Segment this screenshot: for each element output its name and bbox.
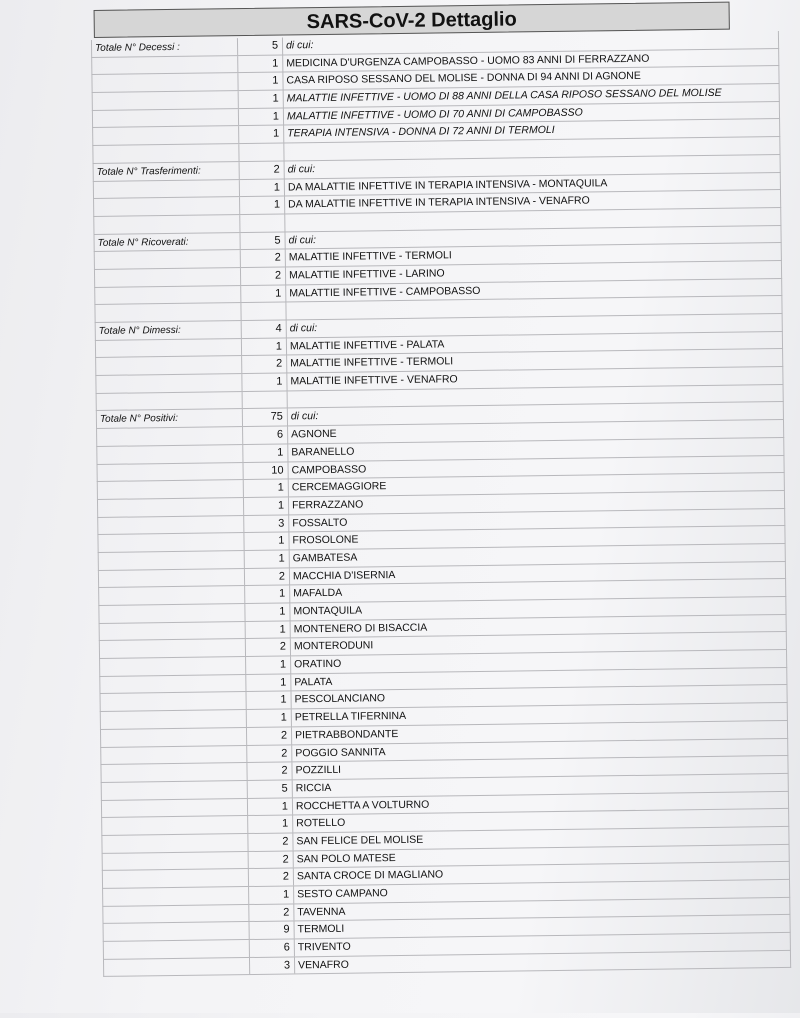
- row-label: [95, 268, 241, 287]
- row-count: 1: [242, 374, 287, 391]
- row-description: ROTELLO: [296, 816, 346, 830]
- row-description: SAN FELICE DEL MOLISE: [296, 833, 424, 848]
- row-description: TRIVENTO: [297, 940, 351, 954]
- row-count: 1: [243, 444, 288, 461]
- row-description: DA MALATTIE INFETTIVE IN TERAPIA INTENSIVA - VENAFRO: [288, 194, 590, 211]
- row-description: MALATTIE INFETTIVE - UOMO DI 88 ANNI DELLA CASA RIPOSO SESSANO DEL MOLISE: [286, 86, 722, 105]
- row-label: [95, 286, 241, 305]
- row-description: MALATTIE INFETTIVE - TERMOLI: [288, 249, 452, 264]
- row-label: [93, 109, 239, 128]
- row-label: [100, 639, 246, 658]
- row-description: MONTERODUNI: [293, 639, 374, 653]
- row-count: 2: [240, 161, 285, 178]
- row-label: [95, 250, 241, 269]
- row-description: RICCIA: [295, 781, 332, 795]
- row-label: [103, 852, 249, 871]
- row-label: [94, 180, 240, 199]
- row-count: 1: [244, 533, 289, 550]
- row-label: [103, 887, 249, 906]
- row-label: [98, 463, 244, 482]
- row-description: MAFALDA: [293, 587, 343, 600]
- row-label: Totale N° Dimessi:: [96, 321, 242, 340]
- row-count: 5: [238, 37, 283, 54]
- row-label: Totale N° Positivi:: [97, 409, 243, 428]
- row-label: [96, 374, 242, 393]
- row-label: [99, 569, 245, 588]
- row-count: 1: [246, 674, 291, 691]
- row-description: MALATTIE INFETTIVE - PALATA: [289, 338, 445, 353]
- row-count: 2: [241, 250, 286, 267]
- row-count: 1: [245, 586, 290, 603]
- row-count: 4: [242, 320, 287, 337]
- row-description: MALATTIE INFETTIVE - TERMOLI: [290, 355, 454, 370]
- row-label: [102, 816, 248, 835]
- row-description: AGNONE: [291, 427, 337, 441]
- row-count: 2: [246, 639, 291, 656]
- row-count: 9: [250, 922, 295, 939]
- row-count: 1: [238, 73, 283, 90]
- row-count: 2: [242, 356, 287, 373]
- row-description: ORATINO: [294, 657, 342, 671]
- row-label: [93, 144, 239, 163]
- row-count: 1: [244, 480, 289, 497]
- row-count: [240, 214, 285, 231]
- row-label: [97, 392, 243, 411]
- page-title: SARS-CoV-2 Dettaglio: [94, 2, 730, 38]
- row-count: 2: [249, 869, 294, 886]
- row-description: ROCCHETTA A VOLTURNO: [295, 798, 430, 812]
- row-label: [98, 480, 244, 499]
- row-label: [99, 604, 245, 623]
- row-label: [100, 622, 246, 641]
- row-description: SAN POLO MATESE: [296, 851, 396, 866]
- row-count: 1: [241, 285, 286, 302]
- row-label: Totale N° Decessi :: [92, 38, 238, 57]
- row-label: [102, 834, 248, 853]
- row-count: 1: [240, 179, 285, 196]
- row-description: TERMOLI: [297, 923, 345, 936]
- row-count: 1: [248, 816, 293, 833]
- row-description: FROSOLONE: [292, 533, 359, 547]
- row-description: BARANELLO: [291, 445, 355, 459]
- row-description: di cui:: [289, 322, 318, 335]
- row-description: CASA RIPOSO SESSANO DEL MOLISE - DONNA DI 94 ANNI DI AGNONE: [286, 70, 641, 87]
- row-description: di cui:: [287, 162, 316, 176]
- row-label: Totale N° Trasferimenti:: [94, 162, 240, 181]
- row-count: 1: [239, 126, 284, 143]
- row-description: PIETRABBONDANTE: [294, 727, 399, 742]
- row-description: PETRELLA TIFERNINA: [294, 710, 407, 724]
- row-label: [100, 675, 246, 694]
- row-label: [94, 215, 240, 234]
- row-count: 2: [249, 904, 294, 921]
- row-description: MALATTIE INFETTIVE - CAMPOBASSO: [289, 284, 481, 300]
- row-description: PESCOLANCIANO: [294, 692, 386, 706]
- row-description: TERAPIA INTENSIVA - DONNA DI 72 ANNI DI TERMOLI: [287, 124, 555, 140]
- row-count: 2: [249, 851, 294, 868]
- row-description: di cui:: [285, 39, 314, 52]
- row-count: 1: [244, 497, 289, 514]
- row-count: 1: [242, 338, 287, 355]
- row-label: [104, 940, 250, 959]
- row-count: 1: [240, 197, 285, 214]
- row-description: MALATTIE INFETTIVE - LARINO: [288, 267, 445, 282]
- row-label: [101, 710, 247, 729]
- row-label: [102, 781, 248, 800]
- row-count: 1: [239, 91, 284, 108]
- row-description: FOSSALTO: [292, 516, 348, 529]
- row-label: [97, 445, 243, 464]
- row-count: [243, 391, 288, 408]
- row-count: 1: [246, 621, 291, 638]
- row-label: [99, 551, 245, 570]
- row-label: [94, 197, 240, 216]
- row-description: MONTENERO DI BISACCIA: [293, 621, 428, 636]
- row-label: [96, 339, 242, 358]
- row-label: [100, 657, 246, 676]
- row-count: 1: [245, 550, 290, 567]
- row-count: 2: [247, 745, 292, 762]
- row-count: 1: [245, 603, 290, 620]
- row-count: 2: [247, 763, 292, 780]
- row-count: 6: [243, 427, 288, 444]
- row-description: DA MALATTIE INFETTIVE IN TERAPIA INTENSIVA - MONTAQUILA: [287, 176, 608, 193]
- row-description: TAVENNA: [297, 905, 346, 919]
- row-count: 1: [239, 108, 284, 125]
- row-label: [98, 498, 244, 517]
- row-count: 2: [248, 833, 293, 850]
- row-description: POGGIO SANNITA: [295, 745, 386, 759]
- detail-table: [91, 31, 791, 977]
- row-count: 1: [247, 710, 292, 727]
- row-label: [97, 427, 243, 446]
- row-count: 3: [244, 515, 289, 532]
- row-count: 2: [241, 267, 286, 284]
- row-label: [93, 127, 239, 146]
- row-description: CAMPOBASSO: [291, 462, 367, 476]
- row-label: [99, 586, 245, 605]
- row-label: [103, 905, 249, 924]
- row-label: [103, 869, 249, 888]
- row-description: MALATTIE INFETTIVE - UOMO DI 70 ANNI DI CAMPOBASSO: [286, 106, 583, 123]
- row-label: [102, 799, 248, 818]
- row-count: 5: [248, 780, 293, 797]
- row-description: VENAFRO: [298, 958, 349, 972]
- row-description: MEDICINA D'URGENZA CAMPOBASSO - UOMO 83 ANNI DI FERRAZZANO: [286, 52, 650, 70]
- row-count: 6: [250, 939, 295, 956]
- row-label: [98, 533, 244, 552]
- row-description: FERRAZZANO: [291, 498, 364, 512]
- row-description: CERCEMAGGIORE: [291, 480, 387, 494]
- row-label: [101, 763, 247, 782]
- row-count: 5: [240, 232, 285, 249]
- row-count: [239, 144, 284, 161]
- row-label: [92, 73, 238, 92]
- row-description: di cui:: [288, 233, 317, 246]
- row-count: 1: [247, 692, 292, 709]
- row-label: [104, 922, 250, 941]
- row-count: 10: [243, 462, 288, 479]
- row-label: Totale N° Ricoverati:: [94, 233, 240, 252]
- row-count: 1: [238, 55, 283, 72]
- row-description: SESTO CAMPANO: [297, 887, 388, 901]
- row-label: [92, 56, 238, 75]
- row-count: 2: [245, 568, 290, 585]
- row-description: MACCHIA D'ISERNIA: [292, 568, 396, 583]
- row-description: PALATA: [294, 675, 333, 689]
- row-label: [104, 958, 250, 977]
- row-count: 1: [246, 657, 291, 674]
- row-count: 75: [243, 409, 288, 426]
- row-count: 3: [250, 957, 295, 974]
- row-label: [93, 91, 239, 110]
- row-label: [101, 692, 247, 711]
- row-label: [101, 728, 247, 747]
- row-description: MONTAQUILA: [293, 604, 363, 618]
- row-count: 2: [247, 727, 292, 744]
- row-count: [241, 303, 286, 320]
- row-label: [101, 746, 247, 765]
- row-description: di cui:: [290, 410, 319, 423]
- row-description: MALATTIE INFETTIVE - VENAFRO: [290, 373, 458, 388]
- row-label: [98, 516, 244, 535]
- row-label: [96, 356, 242, 375]
- row-count: 1: [249, 886, 294, 903]
- row-description: GAMBATESA: [292, 551, 358, 565]
- row-label: [95, 303, 241, 322]
- row-count: 1: [248, 798, 293, 815]
- row-description: SANTA CROCE DI MAGLIANO: [296, 868, 444, 883]
- row-description: POZZILLI: [295, 763, 342, 777]
